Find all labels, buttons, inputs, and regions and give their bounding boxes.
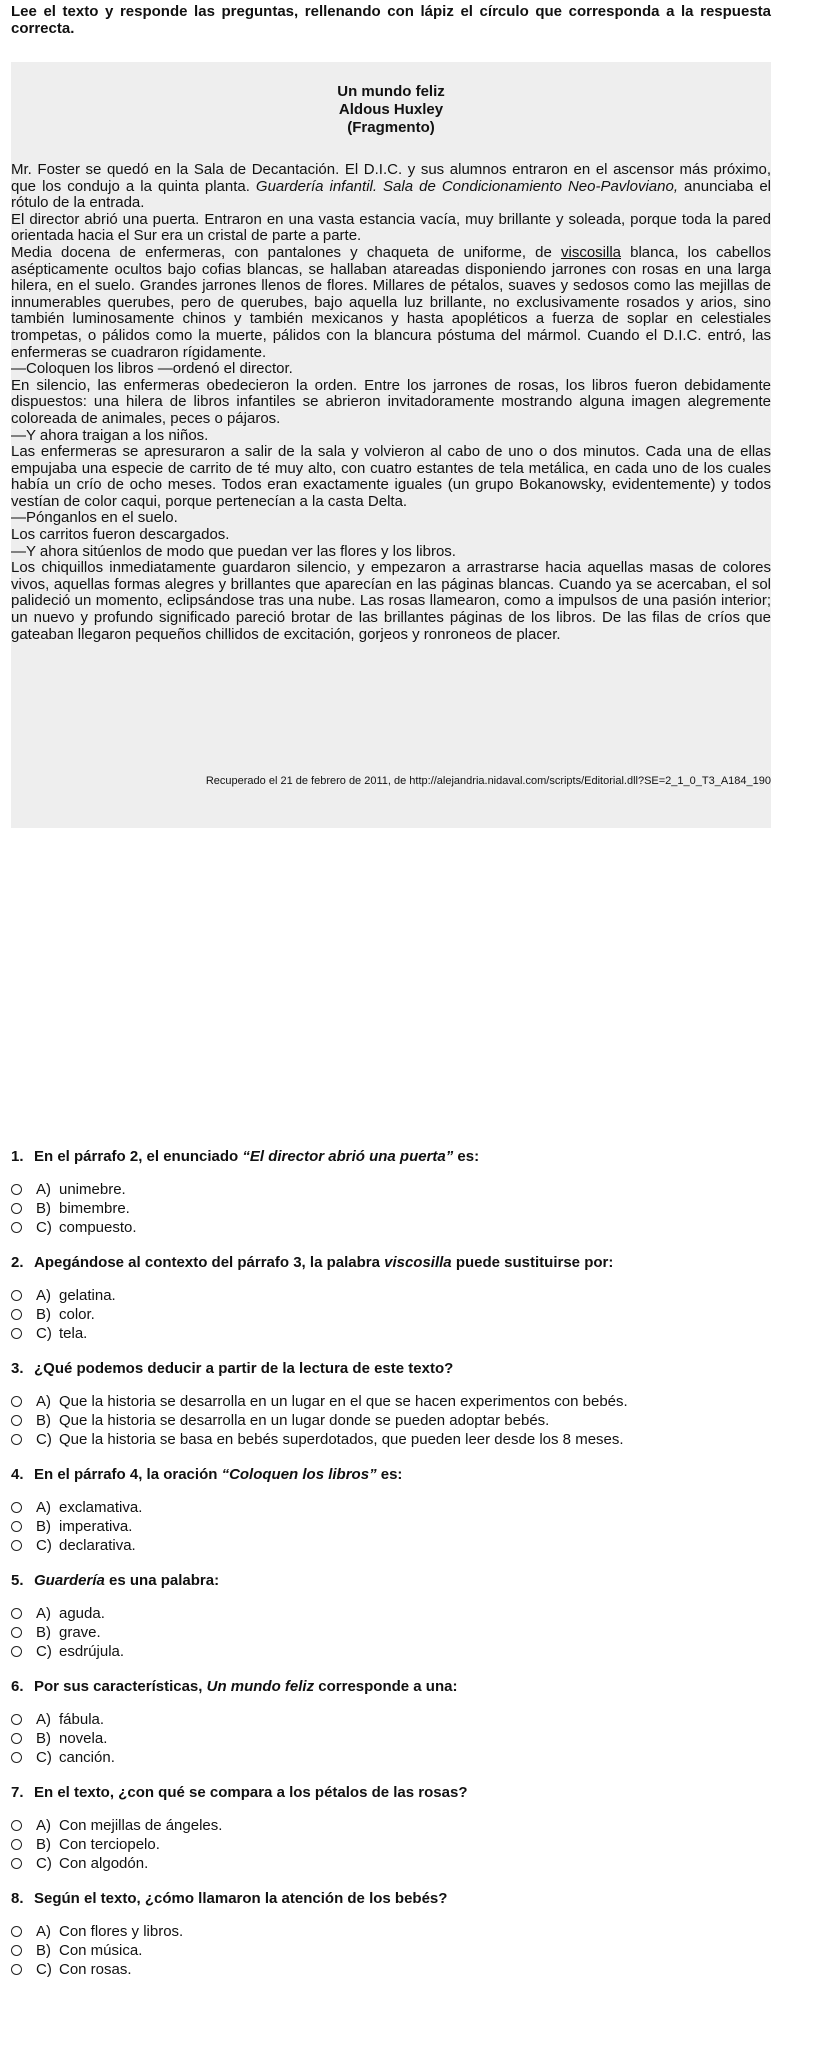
question-emphasis: “El director abrió una puerta”: [242, 1148, 454, 1165]
option-letter: C): [36, 1537, 52, 1554]
paragraph-8: —Pónganlos en el suelo.: [11, 509, 178, 527]
option-letter: B): [36, 1412, 51, 1429]
answer-option[interactable]: [11, 1835, 801, 1854]
answer-option[interactable]: [11, 1710, 801, 1729]
radio-circle-icon[interactable]: [11, 1521, 22, 1532]
answer-option[interactable]: [11, 1392, 801, 1411]
answer-option[interactable]: [11, 1604, 801, 1623]
question-emphasis: Guardería: [34, 1572, 105, 1589]
question-number: 1.: [11, 1148, 24, 1165]
option-letter: A): [36, 1287, 51, 1304]
option-text: color.: [59, 1306, 95, 1323]
radio-circle-icon[interactable]: [11, 1926, 22, 1937]
answer-options: [11, 1922, 801, 1979]
question-text-end: corresponde a una:: [314, 1678, 458, 1695]
question-text: En el párrafo 4, la oración: [34, 1466, 222, 1483]
option-text: Que la historia se desarrolla en un lugar en el que se hacen experimentos con bebés.: [59, 1393, 628, 1410]
answer-option[interactable]: [11, 1305, 801, 1324]
option-letter: B): [36, 1518, 51, 1535]
answer-option[interactable]: [11, 1642, 801, 1661]
question-number: 6.: [11, 1678, 24, 1695]
question-5: [11, 1572, 801, 1661]
answer-option[interactable]: [11, 1517, 801, 1536]
answer-options: [11, 1392, 801, 1449]
radio-circle-icon[interactable]: [11, 1502, 22, 1513]
option-text: novela.: [59, 1730, 108, 1747]
option-letter: C): [36, 1325, 52, 1342]
question-2: [11, 1254, 801, 1343]
option-letter: A): [36, 1817, 51, 1834]
paragraph-5: En silencio, las enfermeras obedecieron la orden. Entre los jarrones de rosas, los libros fueron debidamente dispuestos: una hilera de libros infantiles se abrieron invitadoramente mostrando alguna imagen alegremente coloreada de animales, peces o pájaros.: [11, 376, 771, 427]
question-text: Por sus características,: [34, 1678, 207, 1695]
question-title: [11, 1678, 801, 1696]
question-1: [11, 1148, 801, 1237]
option-text: aguda.: [59, 1605, 105, 1622]
option-text: fábula.: [59, 1711, 105, 1728]
option-letter: A): [36, 1605, 51, 1622]
paragraph-7: Las enfermeras se apresuraron a salir de la sala y volvieron al cabo de uno o dos minutos. Cada una de ellas empujaba una especie de carrito de té muy alto, con cuatro estantes de tela metálica, en cada uno de los cuales había un crío de ocho meses. Todos eran exactamente iguales (un grupo Bokanowsky, evidentemente) y todos vestían de color caqui, porque pertenecían a la casta Delta.: [11, 443, 771, 510]
question-title: [11, 1572, 801, 1590]
passage-body: [11, 162, 771, 643]
option-text: Con rosas.: [59, 1961, 132, 1978]
radio-circle-icon[interactable]: [11, 1964, 22, 1975]
option-letter: B): [36, 1836, 51, 1853]
answer-option[interactable]: [11, 1941, 801, 1960]
option-letter: B): [36, 1624, 51, 1641]
option-text: exclamativa.: [59, 1499, 143, 1516]
question-text-end: es una palabra:: [104, 1572, 220, 1589]
question-text-end: es:: [453, 1148, 480, 1165]
radio-circle-icon[interactable]: [11, 1290, 22, 1301]
question-text: En el texto, ¿con qué se compara a los pétalos de las rosas?: [34, 1784, 468, 1801]
answer-option[interactable]: [11, 1536, 801, 1555]
radio-circle-icon[interactable]: [11, 1733, 22, 1744]
option-text: Con música.: [59, 1942, 143, 1959]
question-number: 5.: [11, 1572, 24, 1589]
answer-options: [11, 1816, 801, 1873]
radio-circle-icon[interactable]: [11, 1540, 22, 1551]
question-number: 8.: [11, 1890, 24, 1907]
radio-circle-icon[interactable]: [11, 1752, 22, 1763]
option-letter: C): [36, 1961, 52, 1978]
question-text-end: es:: [376, 1466, 403, 1483]
option-letter: C): [36, 1855, 52, 1872]
question-6: [11, 1678, 801, 1767]
source-citation: Recuperado el 21 de febrero de 2011, de http://alejandria.nidaval.com/scripts/Editorial.dll?SE=2_1_0_T3_A184_190: [205, 775, 771, 787]
question-list: [11, 1148, 801, 1996]
answer-option[interactable]: [11, 1729, 801, 1748]
option-text: Con algodón.: [59, 1855, 149, 1872]
option-text: Con terciopelo.: [59, 1836, 160, 1853]
answer-option[interactable]: [11, 1430, 801, 1449]
radio-circle-icon[interactable]: [11, 1646, 22, 1657]
paragraph-11: Los chiquillos inmediatamente guardaron silencio, y empezaron a arrastrarse hacia aquellas masas de colores vivos, aquellas formas alegres y brillantes que aparecían en las páginas blancas. Cuando ya se acercaban, el sol palideció un momento, eclipsándose tras una nube. Las rosas llamearon, como a impulsos de una pasión interior; un nuevo y profundo significado pareció brotar de las brillantes páginas de los libros. De las filas de críos que gateaban llegaron pequeños chillidos de excitación, gorjeos y ronroneos de placer.: [11, 559, 771, 643]
option-letter: A): [36, 1499, 51, 1516]
option-letter: B): [36, 1730, 51, 1747]
answer-option[interactable]: [11, 1498, 801, 1517]
option-text: Que la historia se desarrolla en un lugar donde se pueden adoptar bebés.: [59, 1412, 550, 1429]
question-number: 2.: [11, 1254, 24, 1271]
option-text: tela.: [59, 1325, 88, 1342]
option-letter: C): [36, 1643, 52, 1660]
option-text: unimebre.: [59, 1181, 126, 1198]
option-text: imperativa.: [59, 1518, 133, 1535]
option-text: Con mejillas de ángeles.: [59, 1817, 223, 1834]
option-text: esdrújula.: [59, 1643, 125, 1660]
answer-option[interactable]: [11, 1180, 801, 1199]
radio-circle-icon[interactable]: [11, 1434, 22, 1445]
option-text: Con flores y libros.: [59, 1923, 184, 1940]
answer-options: [11, 1286, 801, 1343]
question-text: Según el texto, ¿cómo llamaron la atención de los bebés?: [34, 1890, 448, 1907]
radio-circle-icon[interactable]: [11, 1222, 22, 1233]
answer-options: [11, 1710, 801, 1767]
instructions: Lee el texto y responde las preguntas, rellenando con lápiz el círculo que corresponda a la respuesta correcta.: [11, 3, 771, 37]
radio-circle-icon[interactable]: [11, 1396, 22, 1407]
answer-option[interactable]: [11, 1922, 801, 1941]
question-number: 3.: [11, 1360, 24, 1377]
radio-circle-icon[interactable]: [11, 1820, 22, 1831]
answer-option[interactable]: [11, 1960, 801, 1979]
option-text: bimembre.: [59, 1200, 130, 1217]
option-letter: A): [36, 1923, 51, 1940]
answer-option[interactable]: [11, 1218, 801, 1237]
question-title: [11, 1890, 801, 1908]
option-letter: C): [36, 1219, 52, 1236]
reading-passage: [11, 62, 771, 828]
radio-circle-icon[interactable]: [11, 1839, 22, 1850]
paragraph-4: —Coloquen los libros —ordenó el director.: [11, 360, 293, 378]
passage-author: Aldous Huxley: [338, 101, 444, 118]
radio-circle-icon[interactable]: [11, 1714, 22, 1725]
question-text: Apegándose al contexto del párrafo 3, la palabra: [34, 1254, 385, 1271]
answer-options: [11, 1180, 801, 1237]
option-text: canción.: [59, 1749, 115, 1766]
option-letter: B): [36, 1306, 51, 1323]
passage-header: [11, 83, 771, 137]
question-7: [11, 1784, 801, 1873]
answer-option[interactable]: [11, 1748, 801, 1767]
radio-circle-icon[interactable]: [11, 1627, 22, 1638]
question-title: [11, 1360, 801, 1378]
question-8: [11, 1890, 801, 1979]
answer-option[interactable]: [11, 1854, 801, 1873]
question-emphasis: “Coloquen los libros”: [221, 1466, 377, 1483]
option-text: declarativa.: [59, 1537, 136, 1554]
answer-options: [11, 1604, 801, 1661]
radio-circle-icon[interactable]: [11, 1203, 22, 1214]
radio-circle-icon[interactable]: [11, 1945, 22, 1956]
question-text: En el párrafo 2, el enunciado: [34, 1148, 243, 1165]
paragraph-6: —Y ahora traigan a los niños.: [11, 426, 209, 444]
answer-option[interactable]: [11, 1324, 801, 1343]
radio-circle-icon[interactable]: [11, 1858, 22, 1869]
option-text: gelatina.: [59, 1287, 116, 1304]
radio-circle-icon[interactable]: [11, 1415, 22, 1426]
answer-option[interactable]: [11, 1411, 801, 1430]
passage-subtitle: (Fragmento): [347, 119, 435, 136]
option-letter: A): [36, 1393, 51, 1410]
option-letter: A): [36, 1711, 51, 1728]
question-number: 7.: [11, 1784, 24, 1801]
paragraph-9: Los carritos fueron descargados.: [11, 526, 230, 544]
answer-option[interactable]: [11, 1199, 801, 1218]
radio-circle-icon[interactable]: [11, 1184, 22, 1195]
option-letter: C): [36, 1749, 52, 1766]
paragraph-3: Media docena de enfermeras, con pantalones y chaqueta de uniforme, de viscosilla blanca, los cabellos asépticamente ocultos bajo cofias blancas, se hallaban atareadas disponiendo jarrones con rosas en una larga hilera, en el suelo. Grandes jarrones llenos de flores. Millares de pétalos, suaves y sedosos como las mejillas de innumerables querubes, pero de querubes, bajo aquella luz brillante, no exclusivamente rosados y arios, sino también luminosamente chinos y también mexicanos y hasta apopléticos a fuerza de soplar en celestiales trompetas, o pálidos como la muerte, pálidos con la blancura póstuma del mármol. Cuando el D.I.C. entró, las enfermeras se cuadraron rígidamente.: [11, 243, 771, 361]
question-number: 4.: [11, 1466, 24, 1483]
question-3: [11, 1360, 801, 1449]
option-letter: B): [36, 1942, 51, 1959]
answer-option[interactable]: [11, 1286, 801, 1305]
paragraph-1: Mr. Foster se quedó en la Sala de Decantación. El D.I.C. y sus alumnos entraron en el ascensor más próximo, que los condujo a la quinta planta. Guardería infantil. Sala de Condicionamiento Neo-Pavloviano, anunciaba el rótulo de la entrada.: [11, 161, 771, 212]
answer-option[interactable]: [11, 1623, 801, 1642]
option-text: grave.: [59, 1624, 101, 1641]
question-4: [11, 1466, 801, 1555]
option-text: Que la historia se basa en bebés superdotados, que pueden leer desde los 8 meses.: [59, 1431, 624, 1448]
question-title: [11, 1254, 801, 1272]
radio-circle-icon[interactable]: [11, 1608, 22, 1619]
radio-circle-icon[interactable]: [11, 1328, 22, 1339]
answer-option[interactable]: [11, 1816, 801, 1835]
paragraph-10: —Y ahora sitúenlos de modo que puedan ver las flores y los libros.: [11, 542, 456, 560]
radio-circle-icon[interactable]: [11, 1309, 22, 1320]
option-letter: B): [36, 1200, 51, 1217]
question-title: [11, 1466, 801, 1484]
option-text: compuesto.: [59, 1219, 137, 1236]
question-title: [11, 1148, 801, 1166]
question-emphasis: Un mundo feliz: [206, 1678, 315, 1695]
answer-options: [11, 1498, 801, 1555]
question-text: ¿Qué podemos deducir a partir de la lectura de este texto?: [34, 1360, 454, 1377]
paragraph-2: El director abrió una puerta. Entraron en una vasta estancia vacía, muy brillante y soleada, porque toda la pared orientada hacia el Sur era un cristal de parte a parte.: [11, 210, 771, 245]
option-letter: A): [36, 1181, 51, 1198]
option-letter: C): [36, 1431, 52, 1448]
passage-title: Un mundo feliz: [337, 83, 445, 100]
question-text-end: puede sustituirse por:: [451, 1254, 614, 1271]
question-emphasis: viscosilla: [384, 1254, 452, 1271]
question-title: [11, 1784, 801, 1802]
